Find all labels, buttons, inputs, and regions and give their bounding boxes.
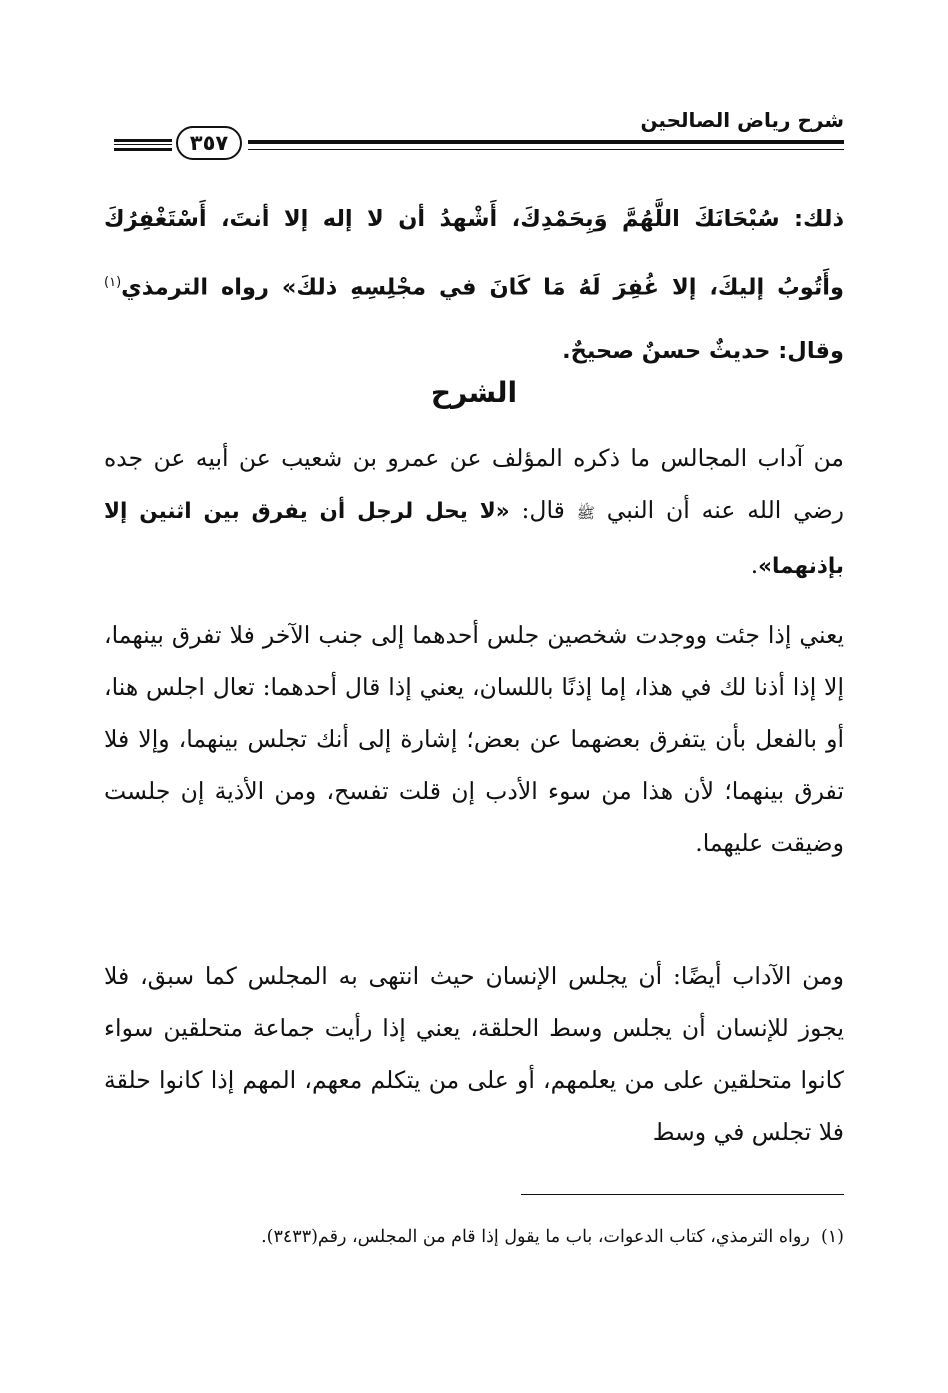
header-rule-left [114,139,172,151]
paragraph1-lead: من آداب المجالس ما ذكره المؤلف عن عمرو بن شعيب عن أبيه عن جده رضي الله عنه أن النبي [104,444,844,524]
hadith-quote: «لا يحل لرجل أن يفرق بين اثنين إلا بإذنهما» [104,499,844,579]
header-rule-right [248,140,844,150]
page-number: ٣٥٧ [176,126,242,160]
footnote-text: رواه الترمذي، كتاب الدعوات، باب ما يقول إذا قام من المجلس، رقم(٣٤٣٣). [261,1227,810,1247]
section-heading-sharh: الشرح [430,376,518,409]
intro-text-grading: وقال: حديثٌ حسنٌ صحيحٌ. [562,337,844,364]
running-header-title: شرح رياض الصالحين [640,108,844,132]
footnote [104,1222,844,1252]
commentary-paragraph-2: يعني إذا جئت ووجدت شخصين جلس أحدهما إلى جنب الآخر فلا تفرق بينهما، إلا إذا أذنا لك في هذا، إما إذنًا باللسان، يعني إذا قال أحدهما: تعال اجلس هنا، أو بالفعل بأن يتفرق بعضهما عن بعض؛ إشارة إلى أنك تجلس بينهما، وإلا فلا تفرق بينهما؛ لأن هذا من سوء الأدب إن قلت تفسح، ومن الأذية إن جلست وضيقت عليهما. [104,621,844,857]
paragraph1-end: . [750,551,759,579]
footnote-reference: (١) [104,275,122,290]
footnote-separator [521,1194,844,1195]
footnote-marker: (١) [820,1227,844,1247]
hadith-intro-text [104,188,844,383]
paragraph1-said: قال: [509,496,577,524]
intro-text-main: ذلك: سُبْحَانَكَ اللَّهُمَّ وَبِحَمْدِكَ، أَشْهدُ أن لا إله إلا أنتَ، أَسْتَغْفِرُكَ وأَتُوبُ إليكَ، إلا غُفِرَ لَهُ مَا كَانَ في مجْلِسِهِ ذلكَ» رواه الترمذي [104,206,844,301]
salutation-mark: ﷺ [576,504,595,522]
commentary-paragraph-3: ومن الآداب أيضًا: أن يجلس الإنسان حيث انتهى به المجلس كما سبق، فلا يجوز للإنسان أن يجلس وسط الحلقة، يعني إذا رأيت جماعة متحلقين سواء كانوا متحلقين على من يعلمهم، أو على من يتكلم معهم، المهم إذا كانوا حلقة فلا تجلس في وسط [104,962,845,1146]
commentary-paragraph-1 [104,432,844,593]
